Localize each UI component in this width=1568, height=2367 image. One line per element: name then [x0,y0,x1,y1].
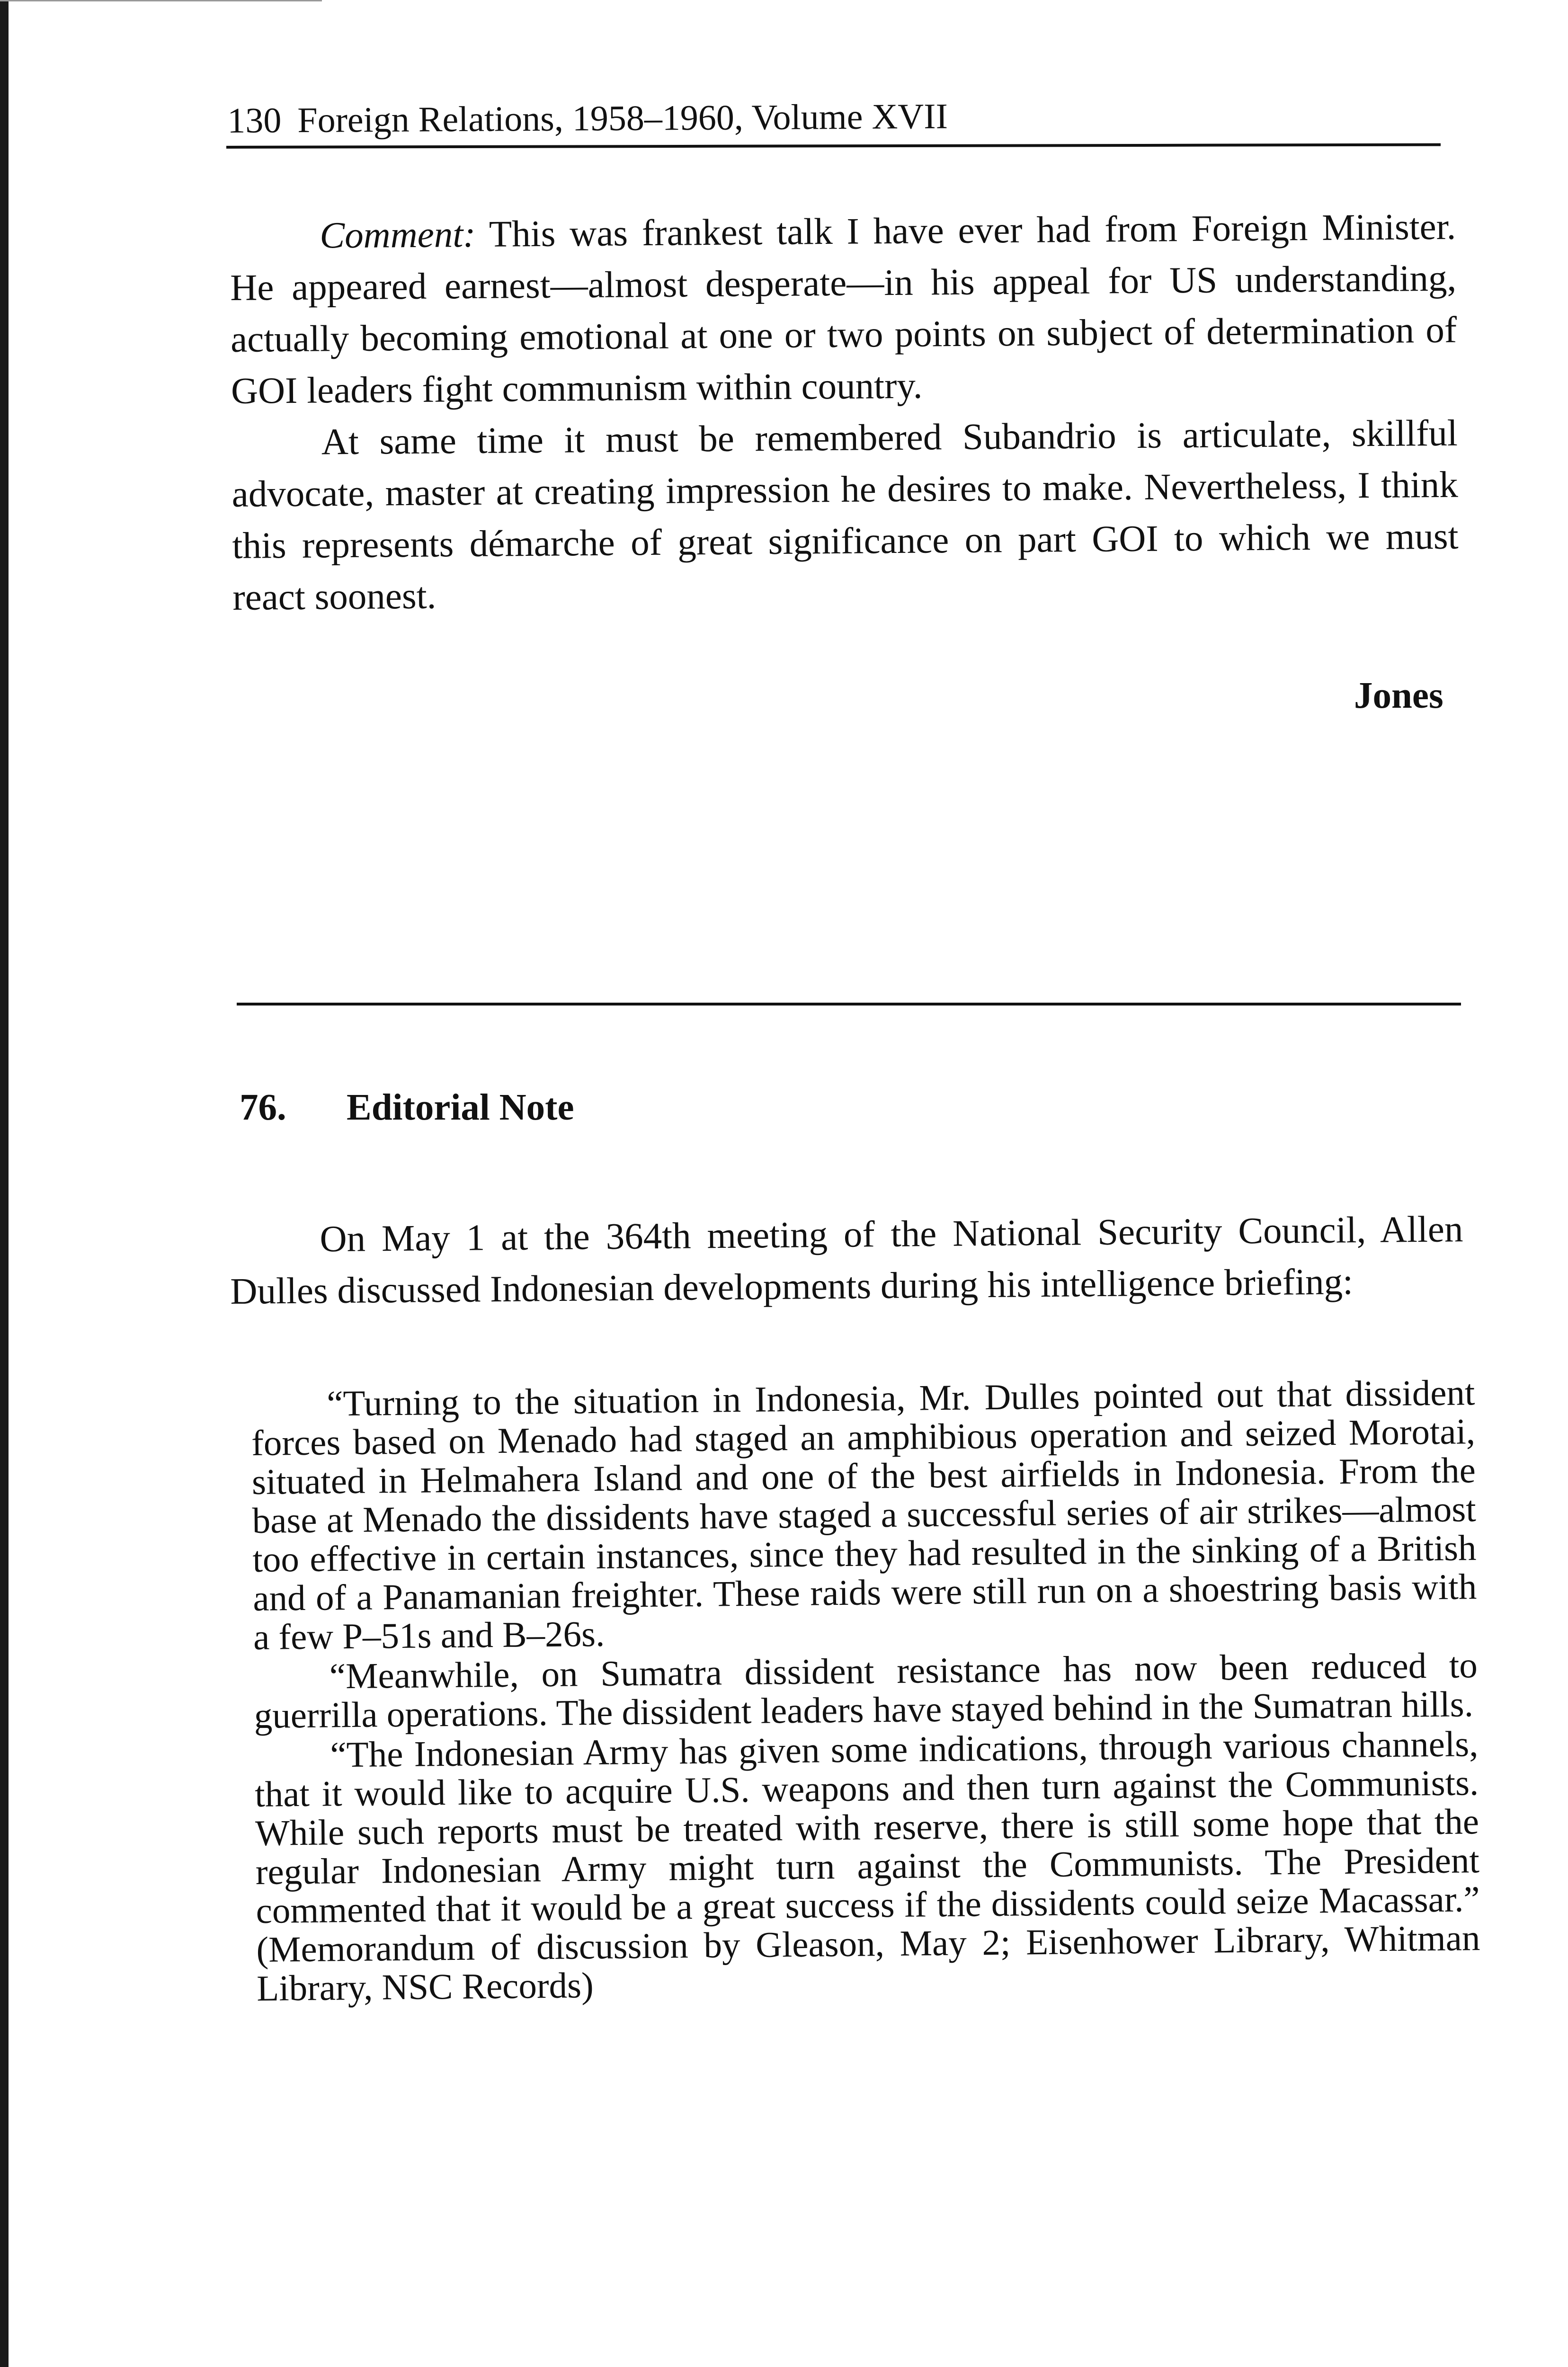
comment-text: This was frankest talk I have ever had from Foreign Minister. He appeared earnest—almost desperate—in his appeal for US understanding, actually becoming emotional at one or two points on subject of determination of GOI leaders fight communism within country. [230,206,1457,412]
section-divider [237,1003,1461,1006]
header-rule [226,143,1441,149]
running-header [227,89,1440,144]
comment-paragraph [230,201,1457,417]
section-title: Editorial Note [347,1087,574,1128]
section-heading [240,1084,574,1131]
comment-paragraph-2: At same time it must be remembered Subandrio is articulate, skillful advocate, master at creating impression he desires to make. Nevertheless, I think this represents démarche of great significance on part GOI to which we must react soonest. [232,412,1459,618]
quote-paragraph-2: “Meanwhile, on Sumatra dissident resistance has now been reduced to guerrilla operations. The dissident leaders have stayed behind in the Sumatran hills. [254,1645,1478,1736]
intro-paragraph: On May 1 at the 364th meeting of the National Security Council, Allen Dulles discussed Indonesian developments during his intelligence briefing: [230,1209,1463,1312]
quoted-briefing [251,1373,1481,2008]
scan-top-edge [0,0,322,1]
editorial-intro [230,1203,1464,1317]
section-number: 76. [240,1087,286,1128]
scan-border [0,0,9,2367]
comment-label: Comment: [320,214,476,257]
publication-title: Foreign Relations, 1958–1960, Volume XVII [297,96,948,141]
quote-paragraph-3: “The Indonesian Army has given some indications, through various channels, that it would like to acquire U.S. weapons and then turn against the Communists. While such reports must be treated with reserve, there is still some hope that the regular Indonesian Army might turn against the Communists. The President commented that it would be a great success if the dissidents could seize Macassar.” (Memorandum of discussion by Gleason, May 2; Eisenhower Library, Whitman Library, NSC Records) [254,1723,1480,2009]
comment-section [230,201,1459,623]
signature: Jones [1354,675,1443,716]
page-number: 130 [227,100,282,141]
quote-paragraph-1: “Turning to the situation in Indonesia, Mr. Dulles pointed out that dissident forces based on Menado had staged an amphibious operation and seized Morotai, situated in Helmahera Island and one of the best airfields in Indonesia. From the base at Menado the dissidents have staged a successful series of air strikes—almost too effective in certain instances, since they had resulted in the sinking of a British and of a Panamanian freighter. These raids were still run on a shoestring basis with a few P–51s and B–26s. [251,1372,1477,1657]
